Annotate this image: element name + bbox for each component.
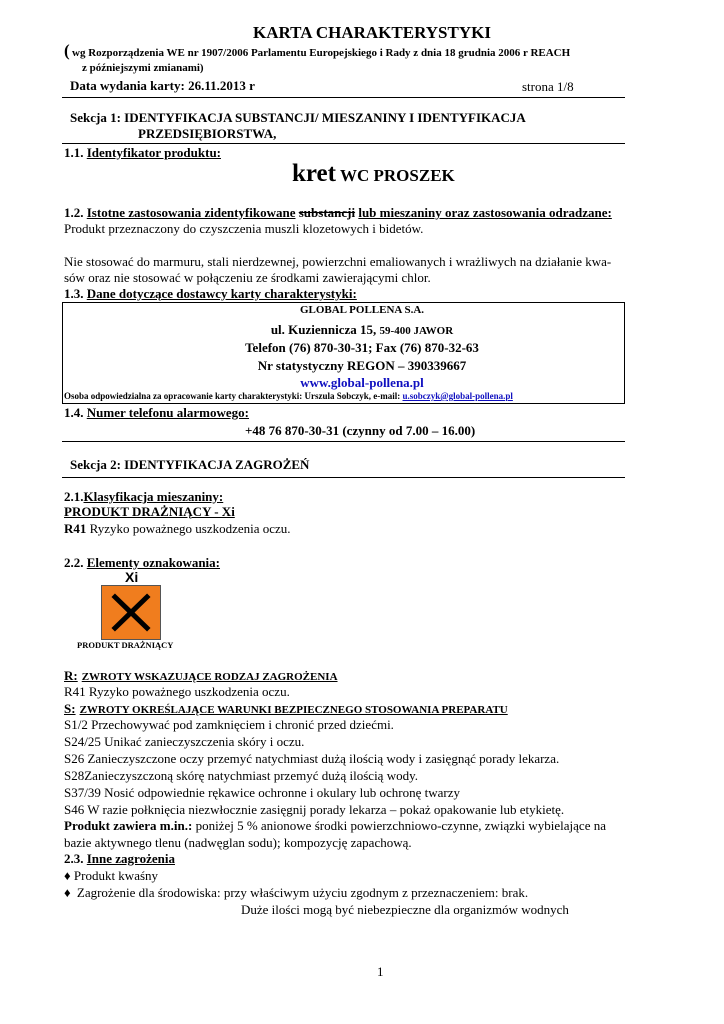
supplier-contact — [64, 391, 513, 401]
contains-text-1: poniżej 5 % anionowe środki powierzchniowo-czynne, związki wybielające na — [195, 818, 606, 833]
subsection-1-4-title: Numer telefonu alarmowego: — [86, 405, 249, 420]
subsection-2-3-title: Inne zagrożenia — [86, 851, 175, 866]
subsection-1-3 — [64, 286, 357, 302]
r41-text: Ryzyko poważnego uszkodzenia oczu. — [89, 521, 291, 536]
s-phrases-heading — [64, 700, 508, 718]
subsection-2-1-number: 2.1. — [64, 489, 84, 504]
subsection-1-2-title-strike: substancji — [298, 205, 356, 220]
section2-heading: Sekcja 2: IDENTYFIKACJA ZAGROŻEŃ — [70, 457, 310, 472]
use-text: Produkt przeznaczony do czyszczenia muszli klozetowych i bidetów. — [64, 221, 424, 236]
page-number: 1 — [377, 964, 384, 979]
subsection-1-2 — [64, 205, 612, 221]
pictogram-code: Xi — [125, 569, 139, 585]
supplier-street: ul. Kuziennicza 15, — [270, 322, 377, 337]
r41-line — [64, 521, 291, 537]
regulation-line-2: z późniejszymi zmianami) — [82, 62, 204, 74]
subsection-1-3-number: 1.3. — [64, 286, 84, 301]
supplier-name: GLOBAL POLLENA S.A. — [299, 304, 425, 316]
issue-date: Data wydania karty: 26.11.2013 r — [70, 78, 255, 93]
subsection-2-2-title: Elementy oznakowania: — [86, 555, 220, 570]
subsection-1-4 — [64, 405, 249, 421]
bullet-icon: ♦ — [64, 885, 71, 900]
s-phrase-item: S1/2 Przechowywać pod zamknięciem i chronić przed dziećmi. — [64, 717, 394, 732]
r41-code: R41 — [64, 521, 87, 536]
subsection-1-2-title-b: lub mieszaniny oraz zastosowania odradzane: — [358, 205, 612, 220]
emergency-phone: +48 76 870-30-31 (czynny od 7.00 – 16.00) — [245, 423, 476, 438]
r-label: R: — [64, 668, 78, 683]
hazard-pictogram-icon — [101, 585, 161, 640]
subsection-1-1 — [64, 145, 221, 161]
section1-heading-line1: Sekcja 1: IDENTYFIKACJA SUBSTANCJI/ MIESZANINY I IDENTYFIKACJA — [70, 110, 526, 125]
regulation-paren: ( — [64, 41, 70, 60]
supplier-phone: Telefon (76) 870-30-31; Fax (76) 870-32-63 — [245, 340, 479, 355]
header-divider — [62, 97, 625, 98]
subsection-1-3-title: Dane dotyczące dostawcy karty charakterystyki: — [86, 286, 357, 301]
product-name-rest: WC PROSZEK — [339, 166, 455, 185]
r-phrases-heading — [64, 667, 338, 685]
subsection-2-1 — [64, 489, 223, 505]
page-label: strona 1/8 — [522, 79, 574, 94]
contains-label: Produkt zawiera m.in.: — [64, 818, 193, 833]
hazard-cross-icon — [102, 586, 160, 639]
warning-line-2: sów oraz nie stosować w połączeniu ze środkami zawierającymi chlor. — [64, 270, 431, 285]
s-phrase-item: S37/39 Nosić odpowiednie rękawice ochronne i okulary lub ochronę twarzy — [64, 785, 461, 800]
subsection-1-1-number: 1.1. — [64, 145, 84, 160]
section2-divider — [62, 477, 625, 478]
other-hazard-item — [64, 885, 528, 901]
s-label: S: — [64, 701, 76, 716]
r41-full: R41 Ryzyko poważnego uszkodzenia oczu. — [64, 684, 290, 699]
supplier-contact-text: Osoba odpowiedzialna za opracowanie karty charakterystyki: Urszula Sobczyk, e-mail: — [64, 391, 401, 401]
bullet-icon: ♦ — [64, 868, 71, 883]
section1-heading-line2: PRZEDSIĘBIORSTWA, — [138, 126, 277, 141]
subsection-2-3-number: 2.3. — [64, 851, 84, 866]
supplier-address — [0, 322, 724, 338]
s-phrase-item: S26 Zanieczyszczone oczy przemyć natychmiast dużą ilością wody i zasięgnąć porady lekarza. — [64, 751, 560, 766]
product-name-kret: kret — [292, 160, 336, 187]
supplier-website-link[interactable]: www.global-pollena.pl — [300, 375, 424, 390]
subsection-2-2 — [64, 555, 220, 571]
contains-line-1 — [64, 818, 606, 834]
s-phrase-item: S24/25 Unikać zanieczyszczenia skóry i oczu. — [64, 734, 305, 749]
subsection-2-3 — [64, 851, 175, 867]
subsection-2-2-number: 2.2. — [64, 555, 84, 570]
subsection-1-1-title: Identyfikator produktu: — [86, 145, 221, 160]
section1-divider — [62, 143, 625, 144]
s-heading-text: ZWROTY OKREŚLAJĄCE WARUNKI BEZPIECZNEGO STOSOWANIA PREPARATU — [79, 704, 508, 716]
section1-end-divider — [62, 441, 625, 442]
r-heading-text: ZWROTY WSKAZUJĄCE RODZAJ ZAGROŻENIA — [81, 671, 338, 683]
other-hazard-text: Produkt kwaśny — [73, 868, 159, 883]
supplier-email-link[interactable]: u.sobczyk@global-pollena.pl — [402, 391, 513, 401]
pictogram-caption: PRODUKT DRAŻNIĄCY — [77, 640, 174, 650]
subsection-1-2-number: 1.2. — [64, 205, 84, 220]
subsection-1-4-number: 1.4. — [64, 405, 84, 420]
subsection-2-1-title: Klasyfikacja mieszaniny: — [83, 489, 224, 504]
supplier-city: 59-400 JAWOR — [379, 325, 454, 337]
s-phrase-item: S46 W razie połknięcia niezwłocznie zasięgnij porady lekarza – pokaż opakowanie lub etykietę. — [64, 802, 565, 817]
document-title: KARTA CHARAKTERYSTYKI — [253, 23, 491, 42]
warning-line-1: Nie stosować do marmuru, stali nierdzewnej, powierzchni emaliowanych i wrażliwych na działanie kwa- — [64, 254, 612, 269]
product-name — [292, 160, 455, 188]
other-hazard-item — [64, 868, 158, 884]
other-hazard-continuation: Duże ilości mogą być niebezpieczne dla organizmów wodnych — [241, 902, 569, 917]
regulation-line-1: wg Rozporządzenia WE nr 1907/2006 Parlamentu Europejskiego i Rady z dnia 18 grudnia 2006 r REACH — [72, 47, 571, 59]
contains-line-2: bazie aktywnego tlenu (nadwęglan sodu); kompozycję zapachową. — [64, 835, 412, 850]
classification: PRODUKT DRAŻNIĄCY - Xi — [64, 504, 235, 519]
s-phrase-item: S28Zanieczyszczoną skórę natychmiast przemyć dużą ilością wody. — [64, 768, 418, 783]
supplier-regon: Nr statystyczny REGON – 390339667 — [257, 358, 467, 373]
subsection-1-2-title-a: Istotne zastosowania zidentyfikowane — [86, 205, 296, 220]
other-hazard-text: Zagrożenie dla środowiska: przy właściwym użyciu zgodnym z przeznaczeniem: brak. — [76, 885, 529, 900]
